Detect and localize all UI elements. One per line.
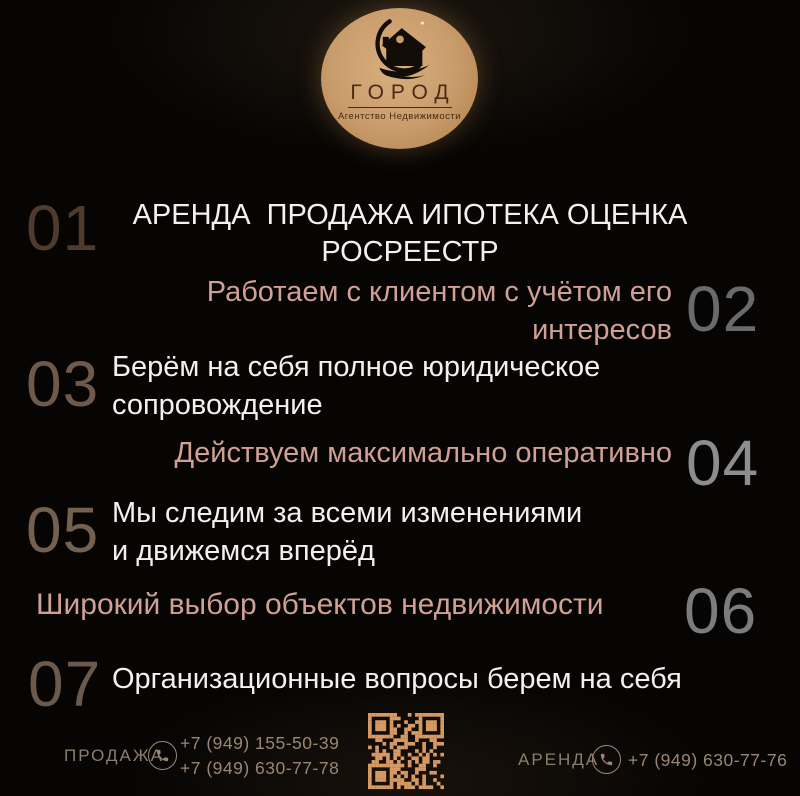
item-text-line: Организационные вопросы берем на себя xyxy=(112,663,682,695)
item-text-line: Работаем с клиентом с учётом его xyxy=(206,276,672,308)
item-text-line: Берём на себя полное юридическое xyxy=(112,351,601,383)
item-text-line: Широкий выбор объектов недвижимости xyxy=(36,588,604,621)
rent-phone: +7 (949) 630-77-76 xyxy=(628,750,788,770)
item-text-04 xyxy=(80,437,672,470)
item-text-line: Действуем максимально оперативно xyxy=(174,437,672,469)
qr-code xyxy=(368,712,444,790)
item-text-line: интересов xyxy=(532,314,672,346)
agency-logo xyxy=(321,8,478,149)
item-number-01: 01 xyxy=(26,192,100,264)
sales-label: ПРОДАЖА xyxy=(64,746,164,765)
item-text-07 xyxy=(112,663,762,696)
item-number-04: 04 xyxy=(686,427,760,499)
house-wave-logo-icon xyxy=(357,16,443,80)
item-text-line: РОСРЕЕСТР xyxy=(321,236,499,268)
logo-divider xyxy=(348,107,452,108)
whatsapp-icon xyxy=(592,745,621,774)
item-text-line: АРЕНДА ПРОДАЖА ИПОТЕКА ОЦЕНКА xyxy=(132,199,688,231)
item-number-07: 07 xyxy=(28,648,102,720)
item-number-06: 06 xyxy=(684,575,758,647)
item-text-03 xyxy=(112,348,712,424)
item-number-03: 03 xyxy=(26,348,100,420)
item-number-02: 02 xyxy=(686,273,760,345)
item-text-line: и движемся вперёд xyxy=(112,535,375,567)
item-text-line: Мы следим за всеми изменениями xyxy=(112,497,583,529)
logo-subtitle: Агентство Недвижимости xyxy=(337,111,462,122)
logo-name: ГОРОД xyxy=(350,81,456,104)
item-text-06 xyxy=(36,588,676,622)
sales-phone-2: +7 (949) 630-77-78 xyxy=(180,758,340,778)
item-text-02 xyxy=(80,273,672,349)
sales-phone-1: +7 (949) 155-50-39 xyxy=(180,733,340,753)
item-text-05 xyxy=(112,494,712,570)
item-number-05: 05 xyxy=(26,494,100,566)
item-text-line: сопровождение xyxy=(112,389,323,421)
item-text-01 xyxy=(90,197,730,271)
rent-label: АРЕНДА xyxy=(518,750,600,769)
whatsapp-icon xyxy=(148,741,177,770)
